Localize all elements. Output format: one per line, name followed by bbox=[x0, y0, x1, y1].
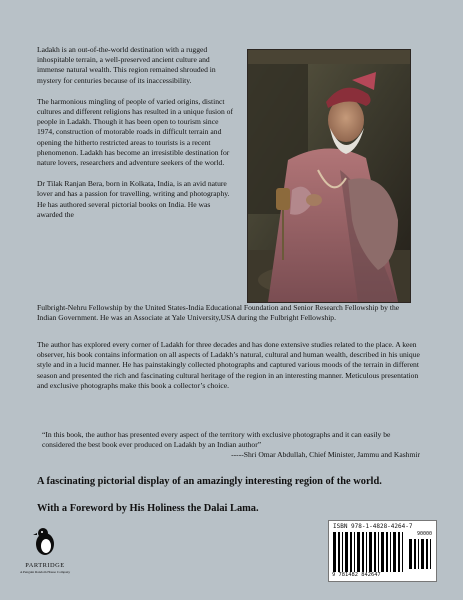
publisher-name: PARTRIDGE bbox=[25, 562, 65, 569]
quote-text: “In this book, the author has presented every aspect of the territory with exclusive photographs and it can easily be considered the best book ever produced on Ladakh by an Indian author” bbox=[42, 430, 391, 450]
barcode-bar bbox=[418, 539, 419, 569]
cover-photo-elderly-man bbox=[247, 49, 411, 303]
barcode-bar bbox=[354, 532, 355, 572]
barcode-bar bbox=[402, 532, 403, 572]
tagline: A fascinating pictorial display of an amazingly interesting region of the world. bbox=[37, 476, 382, 487]
price-barcode-bars bbox=[409, 539, 433, 569]
author-bio-paragraph: Dr Tilak Ranjan Bera, born in Kolkata, India, is an avid nature lover and has a passion for travelling, writing and photography. He has authored several pictorial books on India. He was awarded the bbox=[37, 179, 230, 219]
publisher-logo bbox=[14, 526, 76, 588]
isbn-number: ISBN 978-1-4828-4264-7 bbox=[333, 523, 413, 530]
intro-paragraph-1: Ladakh is an out-of-the-world destination with a rugged inhospitable terrain, a well-preserved ancient culture and immense natural wealth. This region remained shrouded in mystery for centuries because of its inaccessibility. bbox=[37, 45, 216, 85]
barcode-bar bbox=[409, 539, 412, 569]
barcode-bar bbox=[398, 532, 400, 572]
endorsement-quote bbox=[42, 430, 422, 461]
barcode-bar bbox=[345, 532, 348, 572]
publisher-subtitle: A Penguin Random House Company bbox=[19, 570, 71, 574]
barcode-bar bbox=[426, 539, 428, 569]
isbn-barcode bbox=[328, 520, 437, 582]
barcode-bar bbox=[414, 539, 416, 569]
barcode-bar bbox=[338, 532, 340, 572]
barcode-bar bbox=[381, 532, 384, 572]
barcode-bar bbox=[430, 539, 431, 569]
barcode-bar bbox=[421, 539, 424, 569]
barcode-bar bbox=[386, 532, 388, 572]
barcode-bars bbox=[333, 532, 405, 572]
exploration-paragraph: The author has explored every corner of Ladakh for three decades and has done extensive studies related to the place. A keen observer, his book contains information on all aspects of Ladakh’s natural, cultural and human wealth, described in his unique style and in a lucid manner. He has painstakingly collected photographs and captured various moods of the terrain in different season and presented the rich and fascinating cultural heritage of the region in an interesting manner. Meticulous presentation and exclusive photographs make this book a collector’s choice. bbox=[37, 340, 420, 390]
barcode-bar bbox=[342, 532, 343, 572]
intro-text-column bbox=[37, 45, 237, 231]
barcode-bar bbox=[374, 532, 376, 572]
photo-illustration bbox=[248, 50, 410, 302]
partridge-bird-icon bbox=[33, 526, 57, 556]
barcode-bar bbox=[369, 532, 372, 572]
barcode-digits: 9 781482 842647 bbox=[332, 572, 381, 578]
foreword-note: With a Foreword by His Holiness the Dalai Lama. bbox=[37, 503, 259, 514]
barcode-bar bbox=[362, 532, 364, 572]
intro-paragraph-2: The harmonious mingling of people of varied origins, distinct cultures and different religions has resulted in a unique fusion of people in Ladakh. Though it has been open to tourism since 1974, construction of motorable roads in difficult terrain and opening the hitherto restricted areas to tourists is a recent phenomenon. Ladakh has become an irresistible destination for nature lovers, researchers and adventure seekers of the world. bbox=[37, 96, 233, 168]
author-bio-continued: Fulbright-Nehru Fellowship by the United States-India Educational Foundation and Senior Research Fellowship by the Indian Government. He was an Associate at Yale University,USA during the Fulbright Fellowship. bbox=[37, 303, 400, 323]
price-code: 90000 bbox=[416, 531, 432, 537]
barcode-bar bbox=[350, 532, 352, 572]
barcode-bar bbox=[393, 532, 396, 572]
barcode-bar bbox=[366, 532, 367, 572]
quote-attribution: -----Shri Omar Abdullah, Chief Minister, Jammu and Kashmir bbox=[231, 450, 420, 460]
barcode-bar bbox=[333, 532, 336, 572]
barcode-bar bbox=[390, 532, 391, 572]
barcode-bar bbox=[357, 532, 360, 572]
barcode-bar bbox=[378, 532, 379, 572]
